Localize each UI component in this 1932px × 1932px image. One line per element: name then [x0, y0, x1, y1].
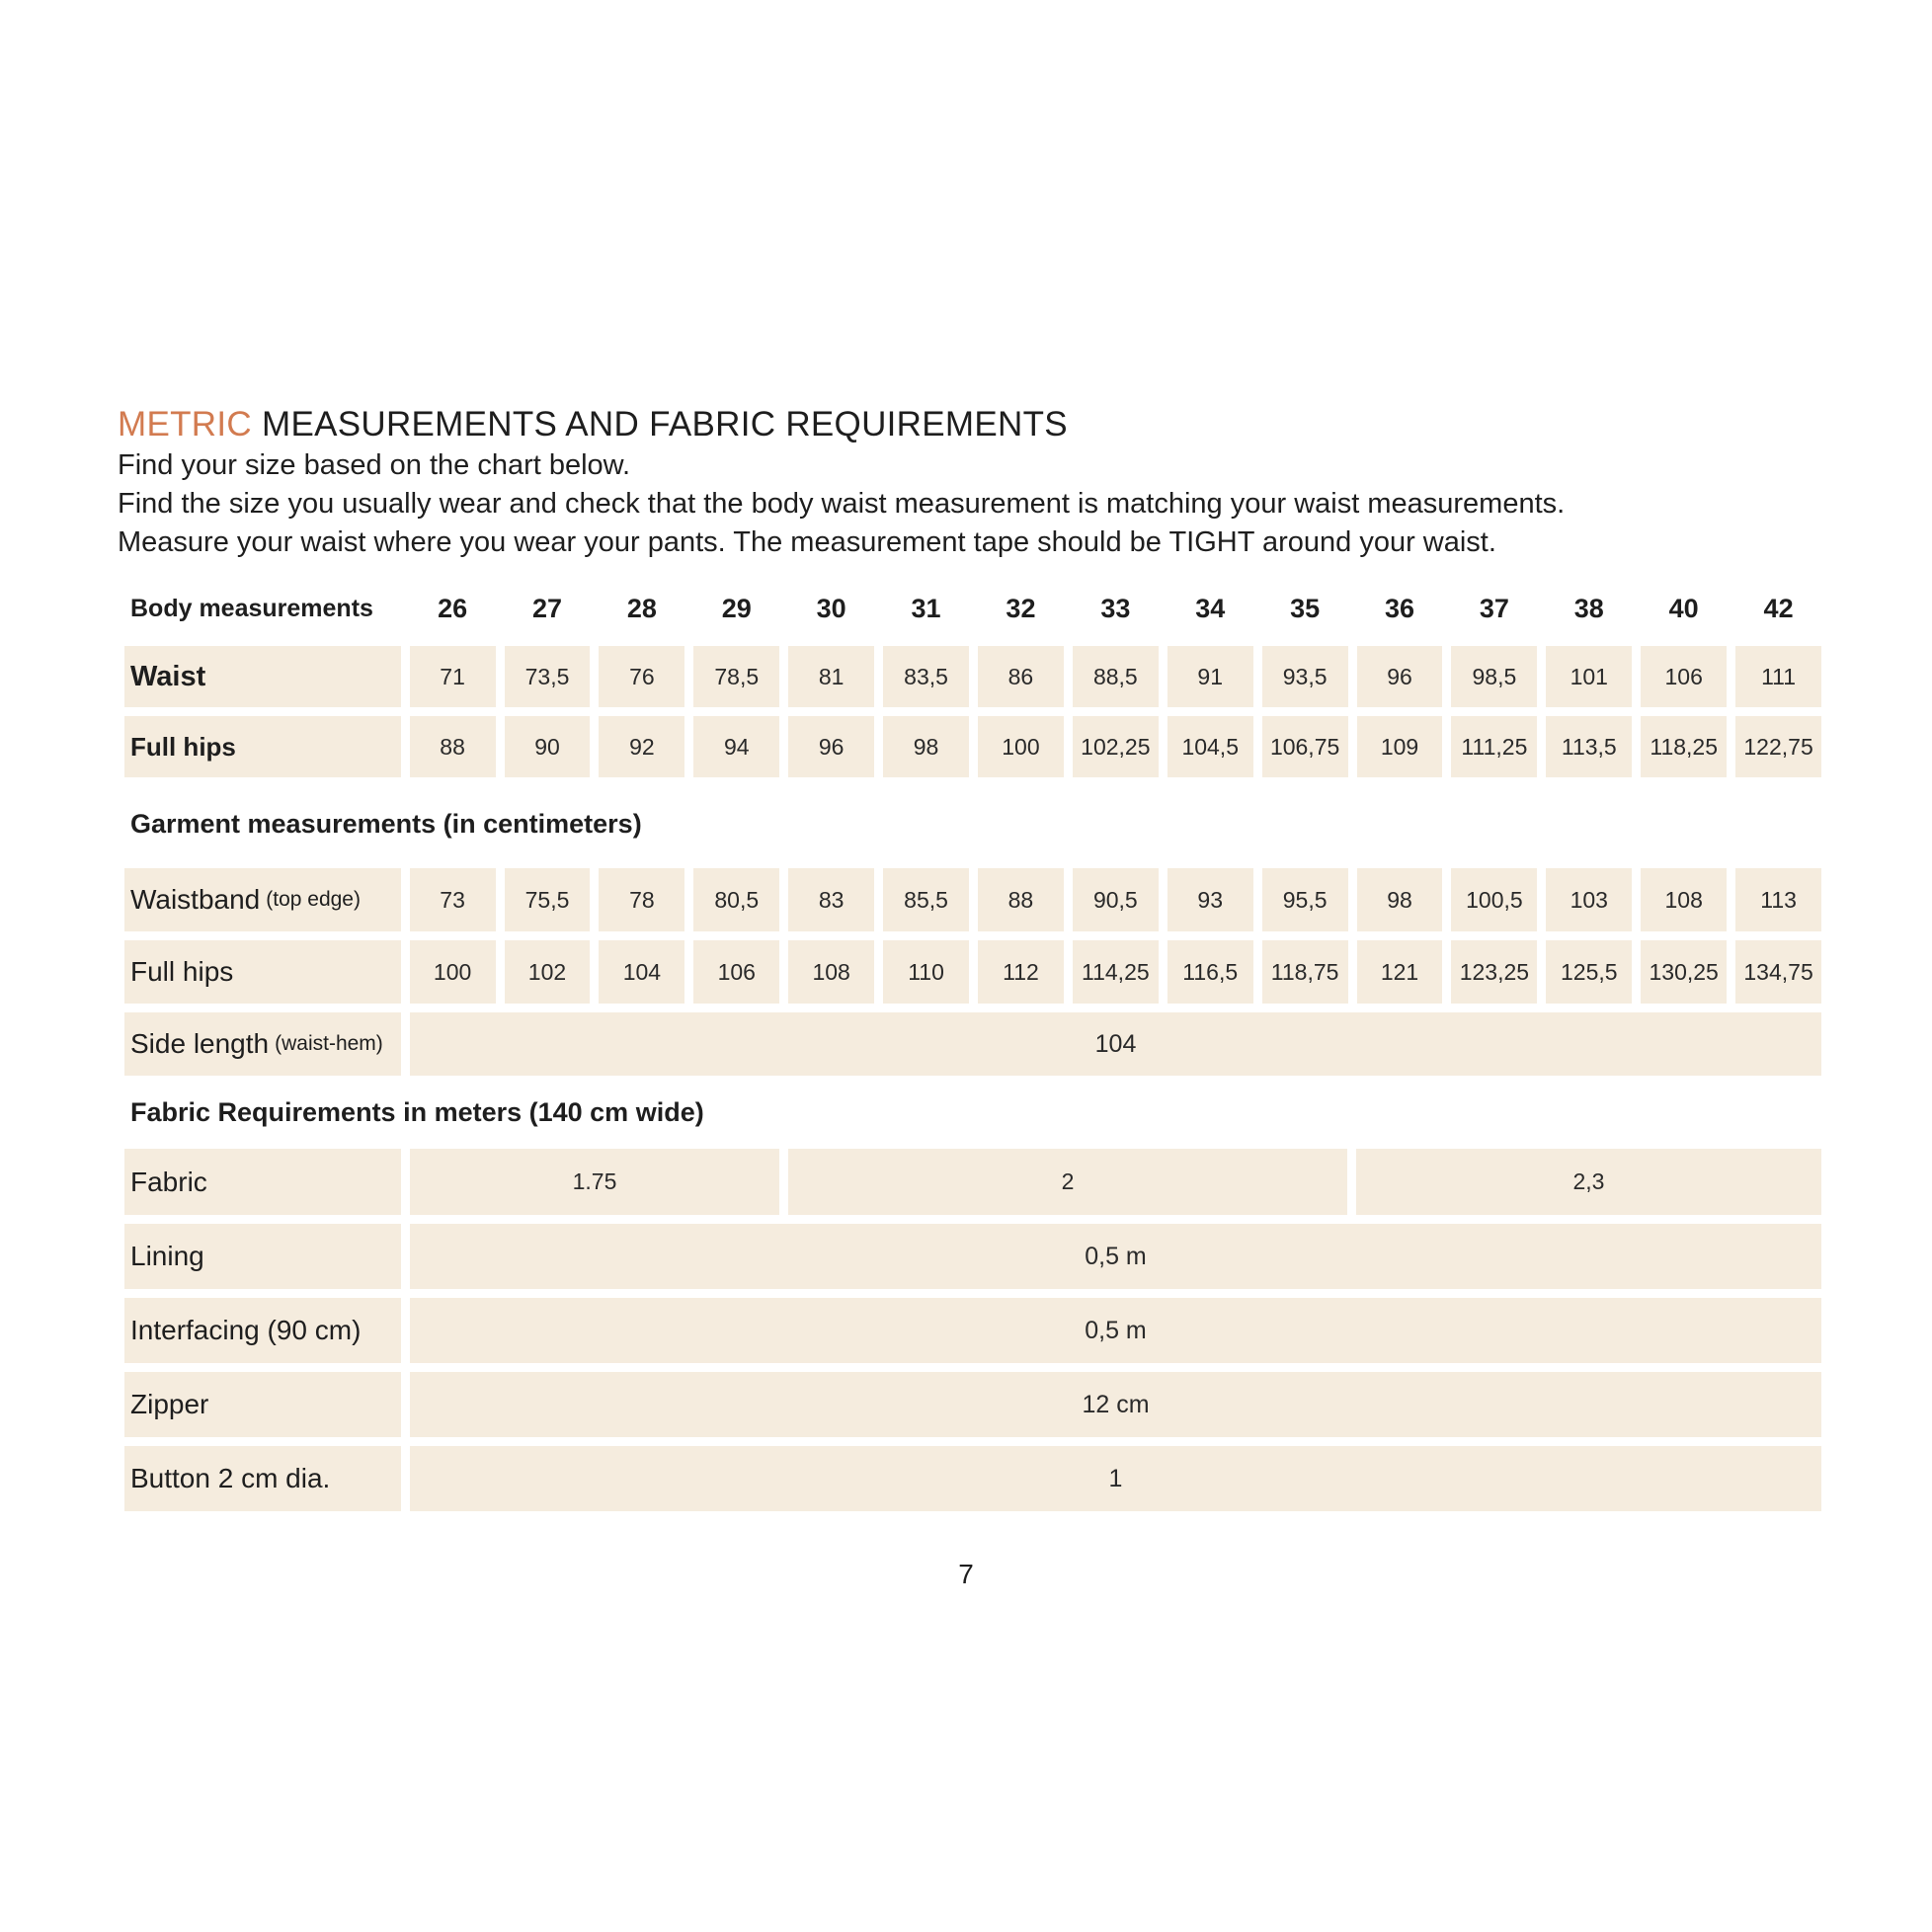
table-cell: 90,5 — [1073, 868, 1159, 931]
size-header: 35 — [1290, 593, 1321, 623]
size-header-row — [124, 581, 1821, 636]
table-cell: 92 — [599, 716, 684, 777]
size-chart — [124, 581, 1821, 1511]
table-cell: 81 — [788, 646, 874, 707]
garment-waistband-row — [124, 868, 1821, 931]
fabric-value-small-sizes: 1.75 — [410, 1149, 779, 1215]
size-header: 32 — [1006, 593, 1036, 623]
interfacing-row — [124, 1298, 1821, 1363]
table-cell: 75,5 — [505, 868, 591, 931]
body-full-hips-row — [124, 716, 1821, 777]
intro-line-3: Measure your waist where you wear your pants. The measurement tape should be TIGHT around your waist. — [118, 526, 1496, 558]
table-cell: 123,25 — [1451, 940, 1537, 1004]
side-length-label: Side length — [130, 1028, 270, 1059]
table-cell: 114,25 — [1073, 940, 1159, 1004]
button-value: 1 — [410, 1446, 1821, 1511]
row-label-waist: Waist — [124, 646, 401, 707]
intro-line-1: Find your size based on the chart below. — [118, 449, 631, 481]
table-cell: 98 — [883, 716, 969, 777]
body-measurements-label: Body measurements — [130, 594, 373, 622]
button-row — [124, 1446, 1821, 1511]
table-cell: 73,5 — [505, 646, 591, 707]
table-cell: 118,75 — [1262, 940, 1348, 1004]
table-cell: 106 — [693, 940, 779, 1004]
row-label-full-hips: Full hips — [124, 716, 401, 777]
table-cell: 80,5 — [693, 868, 779, 931]
table-cell: 118,25 — [1641, 716, 1727, 777]
table-cell: 102,25 — [1073, 716, 1159, 777]
table-cell: 113 — [1735, 868, 1821, 931]
table-cell: 93,5 — [1262, 646, 1348, 707]
table-cell: 102 — [505, 940, 591, 1004]
table-cell: 94 — [693, 716, 779, 777]
size-header: 33 — [1100, 593, 1131, 623]
table-cell: 110 — [883, 940, 969, 1004]
row-label-garment-full-hips: Full hips — [124, 940, 401, 1004]
table-cell: 88 — [978, 868, 1064, 931]
row-label-zipper: Zipper — [124, 1372, 401, 1437]
garment-full-hips-row — [124, 940, 1821, 1004]
table-cell: 111 — [1735, 646, 1821, 707]
zipper-row — [124, 1372, 1821, 1437]
garment-section-title: Garment measurements (in centimeters) — [130, 808, 642, 839]
table-cell: 96 — [1357, 646, 1443, 707]
table-cell: 116,5 — [1167, 940, 1253, 1004]
table-cell: 122,75 — [1735, 716, 1821, 777]
size-header: 31 — [911, 593, 941, 623]
table-cell: 109 — [1357, 716, 1443, 777]
row-label-waistband — [124, 868, 401, 931]
table-cell: 134,75 — [1735, 940, 1821, 1004]
table-cell: 93 — [1167, 868, 1253, 931]
size-header: 36 — [1384, 593, 1415, 623]
zipper-value: 12 cm — [410, 1372, 1821, 1437]
table-cell: 86 — [978, 646, 1064, 707]
table-cell: 95,5 — [1262, 868, 1348, 931]
size-header: 40 — [1668, 593, 1699, 623]
row-label-fabric: Fabric — [124, 1149, 401, 1215]
table-cell: 90 — [505, 716, 591, 777]
table-cell: 125,5 — [1546, 940, 1632, 1004]
waistband-note: (top edge) — [266, 888, 361, 911]
row-label-interfacing: Interfacing (90 cm) — [124, 1298, 401, 1363]
size-header: 26 — [438, 593, 468, 623]
fabric-value-large-sizes: 2,3 — [1356, 1149, 1821, 1215]
table-cell: 100 — [978, 716, 1064, 777]
table-cell: 83 — [788, 868, 874, 931]
garment-side-length-row — [124, 1012, 1821, 1076]
size-header: 27 — [531, 593, 563, 623]
table-cell: 85,5 — [883, 868, 969, 931]
table-cell: 83,5 — [883, 646, 969, 707]
body-waist-row — [124, 646, 1821, 707]
table-cell: 91 — [1167, 646, 1253, 707]
page-title — [118, 403, 1856, 446]
side-length-note: (waist-hem) — [275, 1032, 383, 1055]
waistband-label: Waistband — [130, 884, 261, 915]
table-cell: 104 — [599, 940, 684, 1004]
row-label-side-length — [124, 1012, 401, 1076]
size-header: 42 — [1763, 593, 1794, 623]
lining-row — [124, 1224, 1821, 1289]
size-header: 38 — [1573, 593, 1604, 623]
size-header: 34 — [1195, 593, 1226, 623]
fabric-row — [124, 1149, 1821, 1215]
size-header: 37 — [1479, 593, 1509, 623]
table-cell: 103 — [1546, 868, 1632, 931]
table-cell: 108 — [1641, 868, 1727, 931]
table-cell: 73 — [410, 868, 496, 931]
table-cell: 104,5 — [1167, 716, 1253, 777]
size-header: 29 — [721, 593, 752, 623]
table-cell: 78 — [599, 868, 684, 931]
table-cell: 96 — [788, 716, 874, 777]
table-cell: 106,75 — [1262, 716, 1348, 777]
row-label-lining: Lining — [124, 1224, 401, 1289]
interfacing-value: 0,5 m — [410, 1298, 1821, 1363]
fabric-value-medium-sizes: 2 — [788, 1149, 1347, 1215]
table-cell: 101 — [1546, 646, 1632, 707]
side-length-value: 104 — [410, 1012, 1821, 1076]
table-cell: 112 — [978, 940, 1064, 1004]
table-cell: 100,5 — [1451, 868, 1537, 931]
table-cell: 130,25 — [1641, 940, 1727, 1004]
row-label-button: Button 2 cm dia. — [124, 1446, 401, 1511]
table-cell: 113,5 — [1546, 716, 1632, 777]
table-cell: 76 — [599, 646, 684, 707]
table-cell: 88 — [410, 716, 496, 777]
title-accent: METRIC — [118, 405, 252, 443]
size-header: 28 — [626, 593, 657, 623]
fabric-section-title: Fabric Requirements in meters (140 cm wide) — [130, 1096, 704, 1127]
table-cell: 100 — [410, 940, 496, 1004]
table-cell: 111,25 — [1451, 716, 1537, 777]
intro-line-2: Find the size you usually wear and check that the body waist measurement is matching your waist measurements. — [118, 488, 1566, 520]
table-cell: 88,5 — [1073, 646, 1159, 707]
table-cell: 121 — [1357, 940, 1443, 1004]
table-cell: 78,5 — [693, 646, 779, 707]
table-cell: 98,5 — [1451, 646, 1537, 707]
table-cell: 98 — [1357, 868, 1443, 931]
size-header: 30 — [816, 593, 846, 623]
table-cell: 108 — [788, 940, 874, 1004]
page-number: 7 — [958, 1559, 974, 1589]
table-cell: 106 — [1641, 646, 1727, 707]
lining-value: 0,5 m — [410, 1224, 1821, 1289]
title-rest: MEASUREMENTS AND FABRIC REQUIREMENTS — [251, 405, 1068, 443]
intro-section — [118, 403, 1856, 562]
table-cell: 71 — [410, 646, 496, 707]
